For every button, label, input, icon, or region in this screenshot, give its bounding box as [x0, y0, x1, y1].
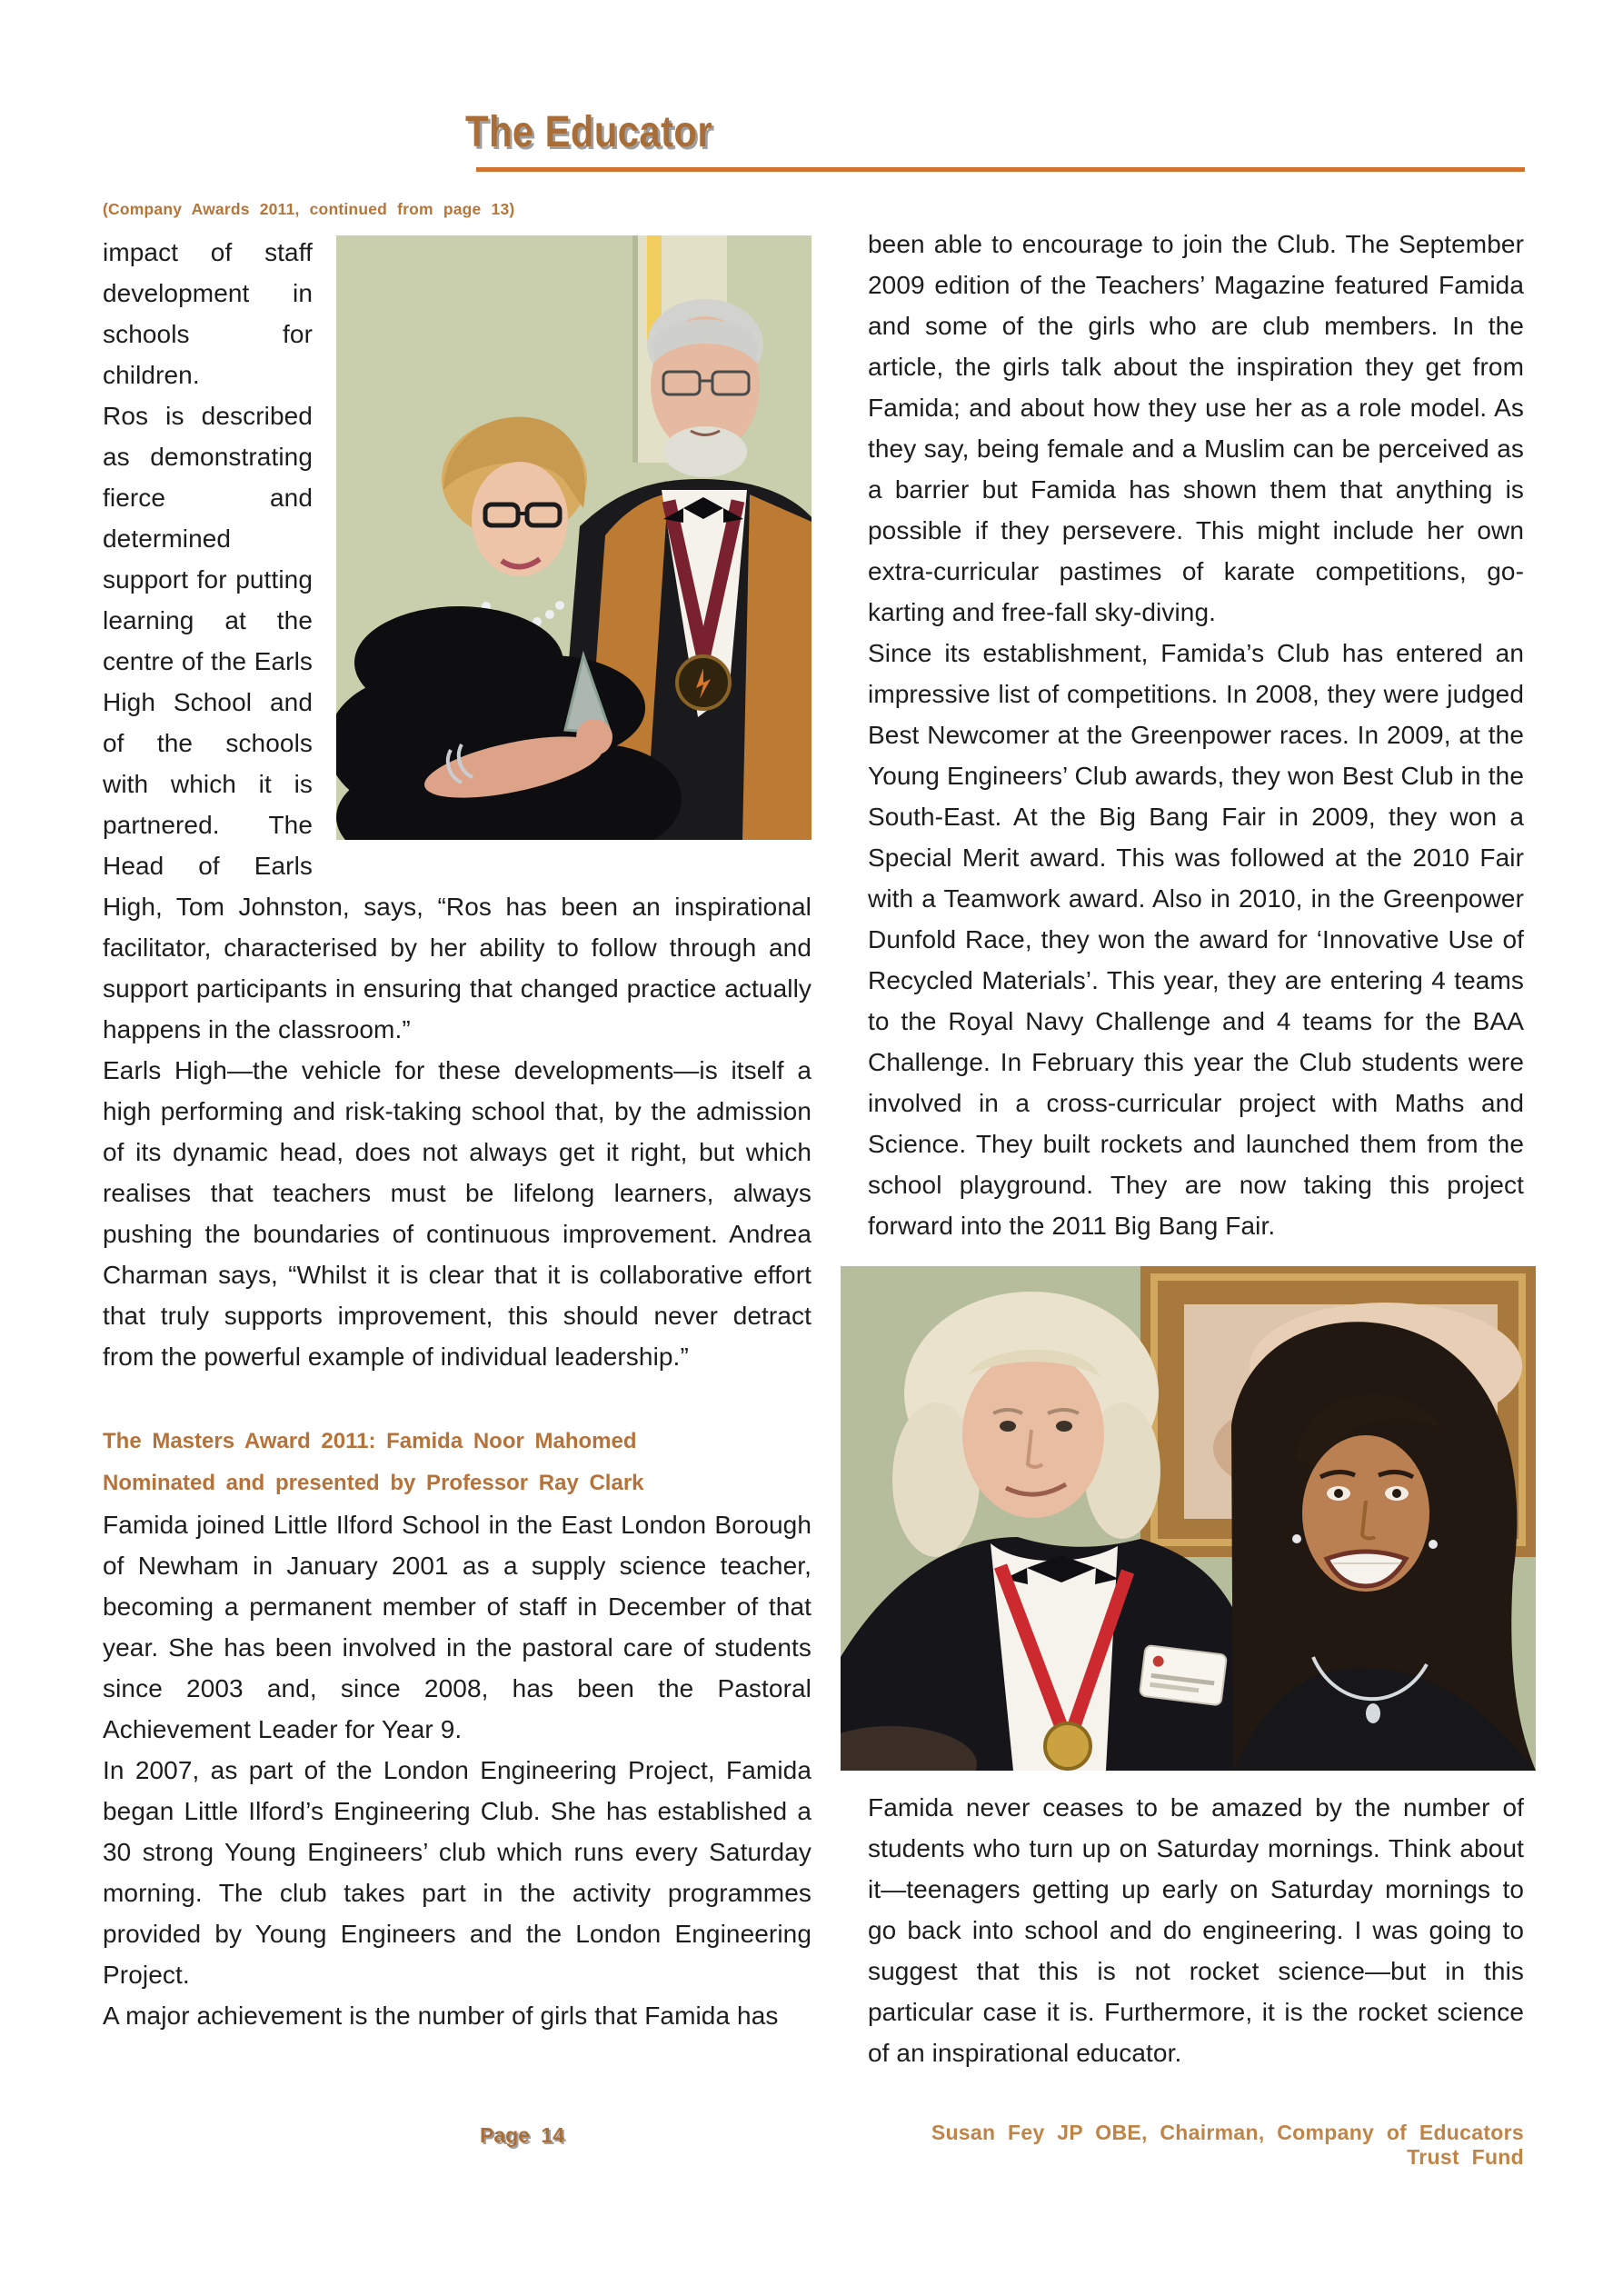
right-column	[868, 224, 1524, 2170]
page-number: Page 14	[480, 2123, 564, 2147]
award-heading	[103, 1421, 812, 1504]
paragraph-famida-joined: Famida joined Little Ilford School in the East London Borough of Newham in January 2001 as a supply science teacher, becoming a permanent member of staff in December of that year. She has been involved in the pastoral care of students since 2003 and, since 2008, has been the Pastoral Achievement Leader for Year 9.	[103, 1511, 812, 1743]
paragraph-saturday-mornings: Famida never ceases to be amazed by the number of students who turn up on Saturday mornings. Think about it—teenagers getting up early on Saturday mornings to go back into school and do engineering. I was going to suggest that this is not rocket science—but in this particular case it is. Furthermore, it is the rocket science of an inspirational educator.	[868, 1793, 1524, 2067]
photo-famida-and-professor	[841, 1266, 1536, 1771]
paragraph-club-girls: been able to encourage to join the Club. The September 2009 edition of the Teachers’ Magazine featured Famida and some of the girls who are club members. In the article, the girls talk about the inspiration they get from Famida; and about how they use her as a role model. As they say, being female and a Muslim can be perceived as a barrier but Famida has shown them that anything is possible if they persevere. This might include her own extra-curricular pastimes of karate competitions, go-karting and free-fall sky-diving.	[868, 230, 1524, 626]
earring	[1292, 1534, 1301, 1543]
name-badge	[1140, 1645, 1227, 1706]
wrapped-text-block	[103, 232, 812, 1050]
door-edge-shadow	[632, 235, 638, 463]
award-heading-line2: Nominated and presented by Professor Ray Clark	[103, 1471, 644, 1495]
signature-line: Susan Fey JP OBE, Chairman, Company of Educators Trust Fund	[931, 2121, 1524, 2169]
continued-from-note: (Company Awards 2011, continued from page 13)	[103, 200, 515, 218]
page-title: The Educator	[465, 108, 713, 156]
paragraph-impact: impact of staff development in schools for children.	[103, 238, 313, 389]
medal	[1045, 1723, 1090, 1769]
paragraph-ros: Ros is described as demonstrating fierce and determined support for putting learning at the centre of the Earls High School and of the schools with which it is partnered. The Head of Earls High, Tom Johnston, says, “Ros has been an inspirational facilitator, characterised by her ability to follow through and support participants in ensuring that changed practice actually happens in the classroom.”	[103, 402, 812, 1043]
pendant	[1366, 1703, 1380, 1723]
paragraph-competitions: Since its establishment, Famida’s Club has entered an impressive list of competitions. In 2008, they were judged Best Newcomer at the Greenpower races. In 2009, at the Young Engineers’ Club awards, they won Best Club in the South-East. At the Big Bang Fair in 2009, they won a Special Merit award. This was followed at the 2010 Fair with a Teamwork award. Also in 2010, in the Greenpower Dunfold Race, they won the award for ‘Innovative Use of Recycled Materials’. This year, they are entering 4 teams to the Royal Navy Challenge and 4 teams for the BAA Challenge. In February this year the Club students were involved in a cross-curricular project with Maths and Science. They built rockets and launched them from the school playground. They are now taking this project forward into the 2011 Big Bang Fair.	[868, 639, 1524, 1240]
left-column	[103, 200, 812, 2036]
hand	[576, 719, 612, 755]
earring	[1429, 1540, 1438, 1549]
masthead-rule	[476, 167, 1525, 172]
paragraph-earls-high: Earls High—the vehicle for these developments—is itself a high performing and risk-taking school that, by the admission of its dynamic head, does not always get it right, but which realises that teachers must be lifelong learners, always pushing the boundaries of continuous improvement. Andrea Charman says, “Whilst it is clear that it is collaborative effort that truly supports improvement, this should never detract from the powerful example of individual leadership.”	[103, 1056, 812, 1371]
paragraph-engineering-club: In 2007, as part of the London Engineering Project, Famida began Little Ilford’s Engineering Club. She has established a 30 strong Young Engineers’ club which runs every Saturday morning. The club takes part in the activity programmes provided by Young Engineers and the London Engineering Project.	[103, 1756, 812, 1989]
award-heading-line1: The Masters Award 2011: Famida Noor Mahomed	[103, 1429, 637, 1453]
paragraph-major-achievement: A major achievement is the number of girls that Famida has	[103, 2002, 779, 2030]
photo-award-presentation	[336, 235, 812, 840]
